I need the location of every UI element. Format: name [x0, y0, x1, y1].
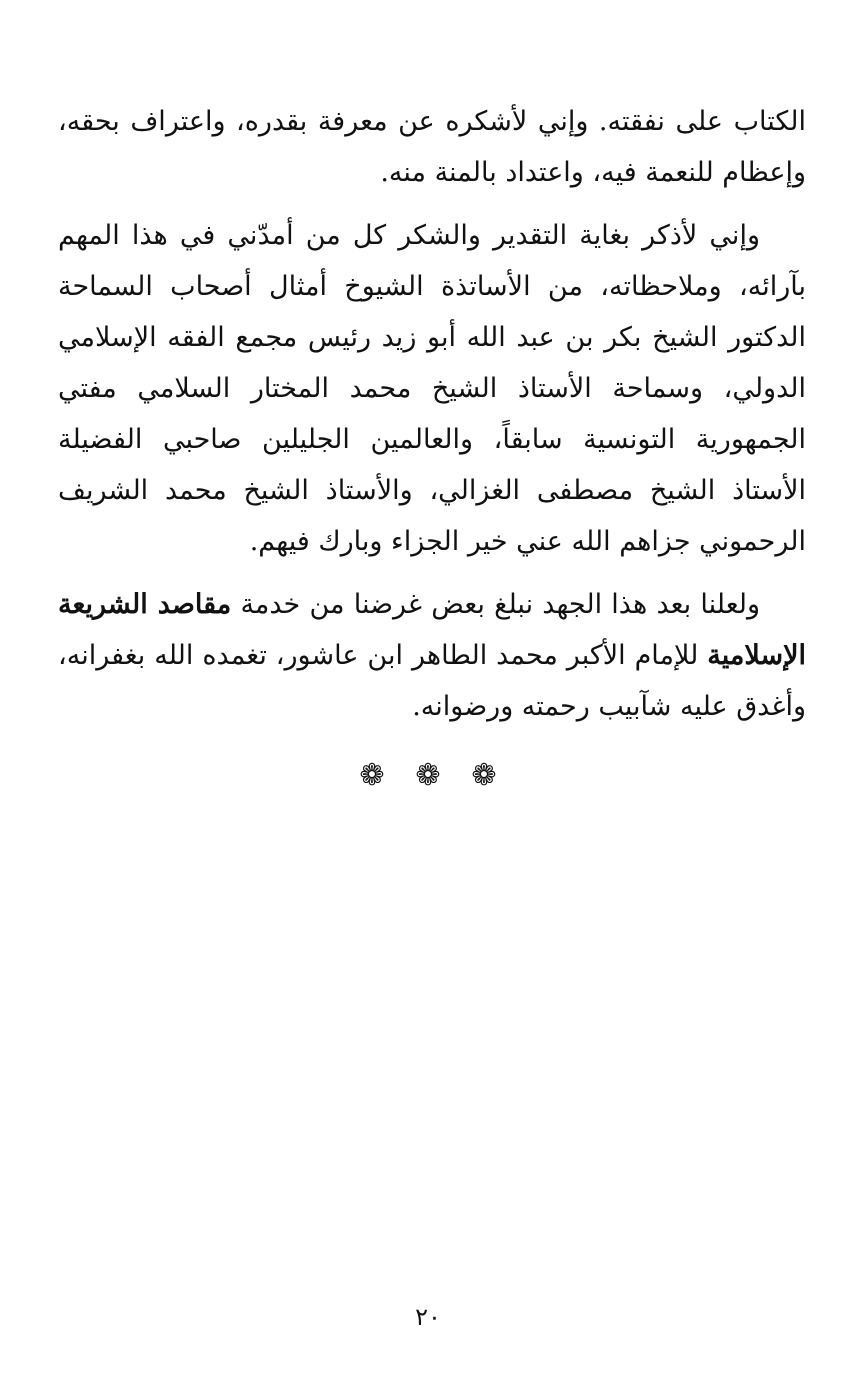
paragraph-3	[58, 579, 806, 732]
flower-ornament-icon: ❁	[415, 758, 441, 793]
paragraph-2: وإني لأذكر بغاية التقدير والشكر كل من أمدّني في هذا المهم بآرائه، وملاحظاته، من الأساتذة الشيوخ أمثال أصحاب السماحة الدكتور الشيخ بكر بن عبد الله أبو زيد رئيس مجمع الفقه الإسلامي الدولي، وسماحة الأستاذ الشيخ محمد المختار السلامي مفتي الجمهورية التونسية سابقاً، والعالمين الجليلين صاحبي الفضيلة الأستاذ الشيخ مصطفى الغزالي، والأستاذ الشيخ محمد الشريف الرحموني جزاهم الله عني خير الجزاء وبارك فيهم.	[58, 220, 806, 557]
paragraph-1: الكتاب على نفقته. وإني لأشكره عن معرفة بقدره، واعتراف بحقه، وإعظام للنعمة فيه، واعتداد بالمنة منه.	[58, 106, 806, 188]
book-title: مقاصد الشريعة الإسلامية	[58, 589, 806, 671]
flower-ornament-icon: ❁	[471, 758, 497, 793]
page-number: ٢٠	[415, 1303, 441, 1331]
flower-ornament-icon: ❁	[359, 758, 385, 793]
paragraph-3-ending: للإمام الأكبر محمد الطاهر ابن عاشور، تغمده الله بغفرانه، وأغدق عليه شآبيب رحمته ورضوانه.	[58, 640, 806, 722]
body-text	[58, 96, 806, 744]
paragraph-3-intro: ولعلنا بعد هذا الجهد نبلغ بعض غرضنا من خدمة	[231, 589, 760, 620]
section-separator	[0, 758, 856, 794]
